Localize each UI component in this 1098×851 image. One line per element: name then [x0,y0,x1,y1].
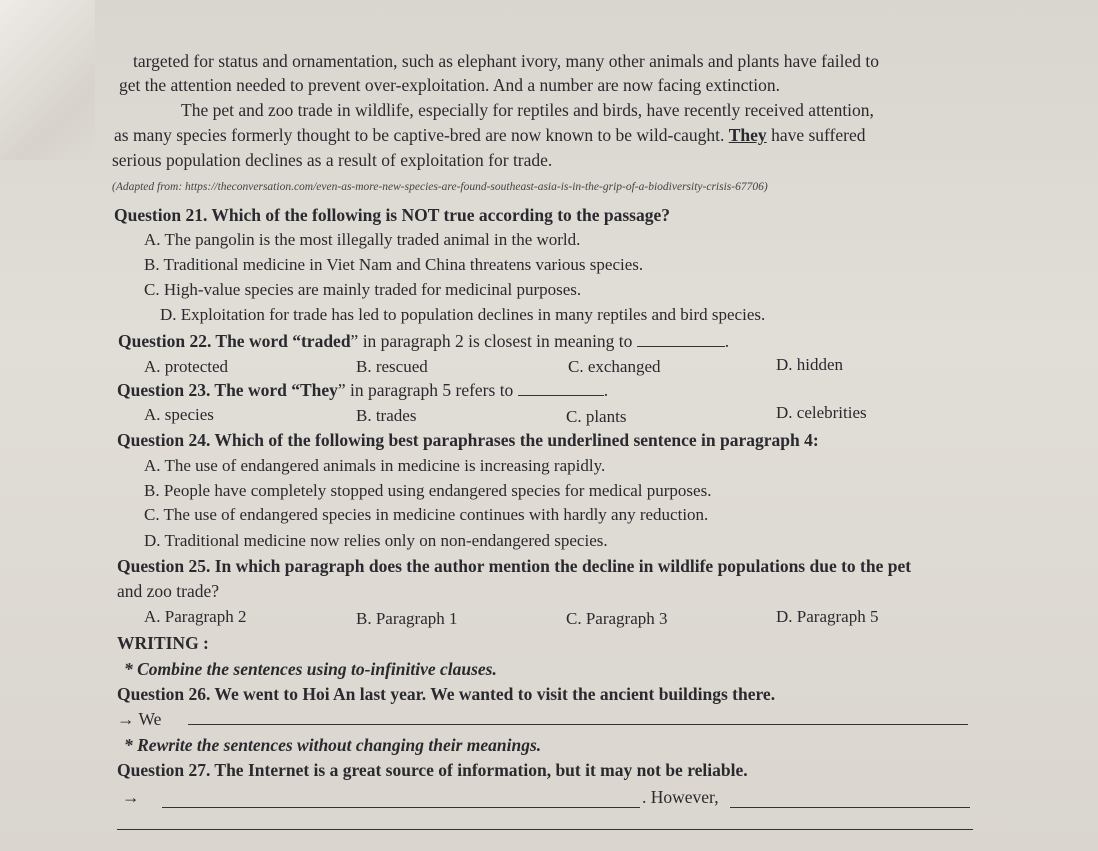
question-24: Question 24. Which of the following best paraphrases the underlined sentence in paragraph 4: [117,430,819,450]
q22-option-d[interactable]: D. hidden [776,355,844,374]
q27-answer-line-1[interactable] [162,807,640,808]
passage-line-5: serious population declines as a result of exploitation for trade. [112,150,553,170]
q27-answer-line-3[interactable] [117,829,973,830]
q21-option-c[interactable]: C. High-value species are mainly traded for medicinal purposes. [144,280,582,299]
q25-option-c[interactable]: C. Paragraph 3 [566,609,668,628]
page-edge-shadow [0,0,95,160]
q23-answer-blank[interactable] [518,381,604,396]
question-23 [117,379,608,401]
question-25: Question 25. In which paragraph does the author mention the decline in wildlife populations due to the pet [117,556,912,576]
q23-option-a[interactable]: A. species [144,405,214,424]
q22-stem-end: ” in paragraph 2 is closest in meaning to [350,331,633,351]
q21-option-d[interactable]: D. Exploitation for trade has led to population declines in many reptiles and bird species. [160,305,766,324]
passage-line-1: targeted for status and ornamentation, such as elephant ivory, many other animals and plants have failed to [133,51,879,71]
q25-option-b[interactable]: B. Paragraph 1 [356,609,458,628]
q23-option-b[interactable]: B. trades [356,406,417,425]
q27-answer-line-2[interactable] [730,807,970,808]
passage-line-4-end: have suffered [771,125,866,145]
q23-stem-end: ” in paragraph 5 refers to [337,380,514,400]
q22-option-b[interactable]: B. rescued [356,357,428,376]
q23-stem-start: Question 23. The word “ [117,380,300,400]
q27-arrow: → [122,787,140,807]
q24-option-b[interactable]: B. People have completely stopped using endangered species for medical purposes. [144,481,712,500]
q22-period: . [724,331,730,351]
passage-line-4-text: as many species formerly thought to be captive-bred are now known to be wild-caught. [114,125,725,145]
passage-line-2: get the attention needed to prevent over-exploitation. And a number are now facing extinction. [119,75,781,95]
q21-option-b[interactable]: B. Traditional medicine in Viet Nam and China threatens various species. [144,255,644,274]
q22-keyword: traded [300,331,351,351]
passage-line-3: The pet and zoo trade in wildlife, especially for reptiles and birds, have recently received attention, [181,100,874,120]
writing-instruction-1: * Combine the sentences using to-infinitive clauses. [124,659,497,679]
q26-answer-line[interactable] [188,724,968,725]
q24-option-c[interactable]: C. The use of endangered species in medicine continues with hardly any reduction. [144,505,709,524]
underlined-word-they: They [728,125,767,145]
q25-option-a[interactable]: A. Paragraph 2 [144,607,247,626]
q23-keyword: They [299,380,338,400]
q25-option-d[interactable]: D. Paragraph 5 [776,607,879,626]
q27-however: . However, [642,787,719,807]
q22-answer-blank[interactable] [637,332,725,347]
question-25-cont: and zoo trade? [117,581,220,601]
q24-option-d[interactable]: D. Traditional medicine now relies only on non-endangered species. [144,531,608,550]
q23-option-d[interactable]: D. celebrities [776,403,867,422]
q22-stem-start: Question 22. The word “ [118,331,301,351]
q26-answer-lead: → We [117,709,162,729]
passage-line-4 [114,124,865,146]
writing-instruction-2: * Rewrite the sentences without changing their meanings. [124,735,542,755]
question-22 [118,330,729,352]
q23-period: . [603,380,609,400]
question-26: Question 26. We went to Hoi An last year. We wanted to visit the ancient buildings there. [117,684,776,704]
q23-option-c[interactable]: C. plants [566,407,627,426]
source-citation: (Adapted from: https://theconversation.com/even-as-more-new-species-are-found-southeast-asia-is-in-the-grip-of-a-biodiversity-crisis-67706) [112,181,768,193]
question-21: Question 21. Which of the following is NOT true according to the passage? [114,205,670,225]
question-27: Question 27. The Internet is a great source of information, but it may not be reliable. [117,760,748,780]
writing-heading: WRITING : [117,633,209,653]
q24-option-a[interactable]: A. The use of endangered animals in medicine is increasing rapidly. [144,456,606,475]
q22-option-a[interactable]: A. protected [144,357,229,376]
q22-option-c[interactable]: C. exchanged [568,357,661,376]
q21-option-a[interactable]: A. The pangolin is the most illegally traded animal in the world. [144,230,581,249]
